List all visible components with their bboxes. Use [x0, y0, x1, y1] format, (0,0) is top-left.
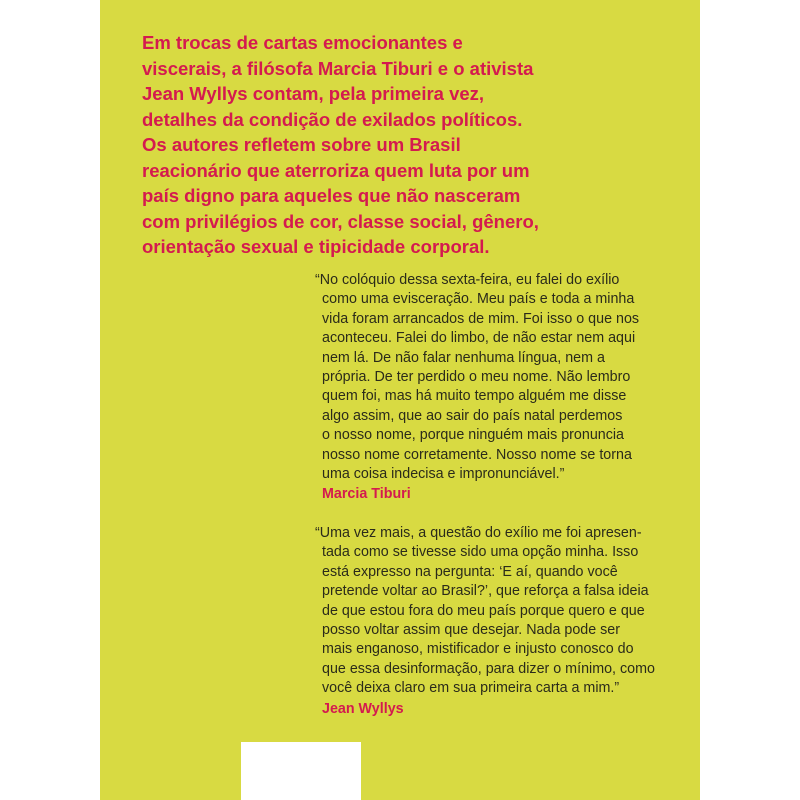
quote-line: nem lá. De não falar nenhuma língua, nem a — [322, 349, 605, 366]
quote-line: algo assim, que ao sair do país natal perdemos — [322, 407, 623, 424]
quote-line: como uma evisceração. Meu país e toda a minha — [322, 291, 635, 308]
quote-line: mais enganoso, mistificador e injusto conosco do — [322, 641, 634, 658]
barcode-placeholder — [241, 742, 361, 800]
quote-line: vida foram arrancados de mim. Foi isso o que nos — [322, 310, 640, 327]
quote-marcia-tiburi — [315, 271, 640, 505]
intro-line: com privilégios de cor, classe social, gênero, — [142, 210, 539, 232]
back-cover — [100, 0, 700, 800]
quote-line: posso voltar assim que desejar. Nada pode ser — [322, 622, 621, 639]
intro-line: país digno para aqueles que não nasceram — [142, 185, 521, 206]
quote-line: o nosso nome, porque ninguém mais pronuncia — [322, 427, 625, 444]
intro-line: Em trocas de cartas emocionantes e — [142, 32, 463, 53]
quote-line: pretende voltar ao Brasil?’, que reforça a falsa ideia — [322, 583, 649, 600]
quote-line: própria. De ter perdido o meu nome. Não lembro — [322, 369, 631, 386]
quote-line: tada como se tivesse sido uma opção minha. Isso — [322, 544, 639, 561]
quote-line: que essa desinformação, para dizer o mínimo, como — [322, 660, 655, 677]
quote-author: Marcia Tiburi — [322, 486, 411, 503]
quote-line: de que estou fora do meu país porque quero e que — [322, 602, 645, 619]
quote-line: “No colóquio dessa sexta-feira, eu falei do exílio — [315, 272, 620, 288]
intro-line: viscerais, a filósofa Marcia Tiburi e o ativista — [142, 57, 534, 79]
quote-line: aconteceu. Falei do limbo, de não estar nem aqui — [322, 330, 636, 347]
intro-line: reacionário que aterroriza quem luta por um — [142, 159, 530, 181]
quote-line: nosso nome corretamente. Nosso nome se torna — [322, 446, 632, 463]
intro-line: detalhes da condição de exilados políticos. — [142, 108, 523, 130]
intro-line: Jean Wyllys contam, pela primeira vez, — [142, 83, 485, 104]
quote-line: está expresso na pergunta: ‘E aí, quando você — [322, 563, 618, 580]
intro-line: orientação sexual e tipicidade corporal. — [142, 236, 490, 257]
intro-paragraph — [142, 30, 602, 260]
quote-author: Jean Wyllys — [322, 700, 404, 717]
quote-jean-wyllys — [315, 524, 655, 719]
quote-line: você deixa claro em sua primeira carta a mim.” — [322, 680, 620, 697]
quote-line: uma coisa indecisa e impronunciável.” — [322, 466, 565, 483]
quote-line: quem foi, mas há muito tempo alguém me disse — [322, 388, 627, 405]
quote-line: “Uma vez mais, a questão do exílio me foi apresen- — [315, 525, 642, 541]
intro-line: Os autores refletem sobre um Brasil — [142, 134, 461, 155]
